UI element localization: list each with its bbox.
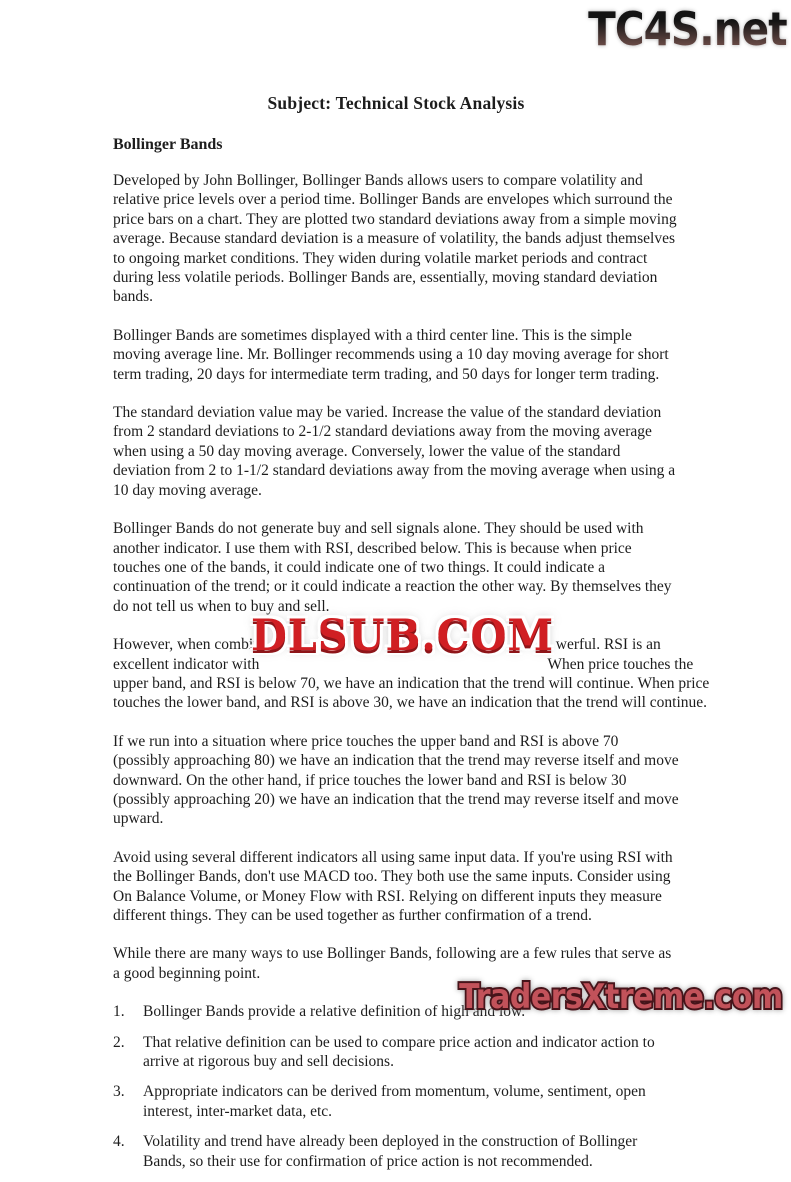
list-item [113,1082,679,1121]
page-title: Subject: Technical Stock Analysis [267,93,525,113]
paragraph: If we run into a situation where price touches the upper band and RSI is above 70 (possibly approaching 80) we have an indication that the trend may reverse itself and move downward. On the other hand, if price touches the lower band and RSI is below 30 (possibly approaching 20) we have an indication that the trend may reverse itself and move upward. [113,732,679,828]
list-item-number: 2. [113,1033,125,1051]
obscured-line: touches the lower band, and RSI is above 30, we have an indication that the trend will continue. [113,694,708,712]
text-fragment: However, when combine [113,636,268,654]
list-item [113,1132,679,1171]
obscured-gap [259,668,547,669]
list-item-text: Volatility and trend have already been deployed in the construction of Bollinger Bands, so their use for confirmation of price action is not recommended. [143,1133,638,1170]
section-heading: Bollinger Bands [113,136,223,153]
list-item [113,1033,679,1072]
paragraph: Bollinger Bands do not generate buy and sell signals alone. They should be used with another indicator. I use them with RSI, described below. This is because when price touches one of the bands, it could indicate one of two things. It could indicate a continuation of the trend; or it could indicate a reaction the other way. By themselves they do not tell us when to buy and sell. [113,520,672,615]
list-item-number: 4. [113,1133,125,1151]
list-item-number: 3. [113,1083,125,1101]
paragraph: Bollinger Bands are sometimes displayed with a third center line. This is the simple moving average line. Mr. Bollinger recommends using a 10 day moving average for short term trading, 20 days for intermediate term trading, and 50 days for longer term trading. [113,326,669,383]
text-fragment: excellent indicator with [113,655,260,673]
tradersxtreme-watermark: TradersXtreme.com [459,977,783,1017]
paragraph-obscured [113,611,710,713]
text-fragment: When price touches the [547,655,694,673]
text-fragment: werful. RSI is an [555,636,661,654]
obscured-line: upper band, and RSI is below 70, we have an indication that the trend will continue. When price [113,674,710,692]
list-item-number: 1. [113,1003,125,1021]
paragraph: Developed by John Bollinger, Bollinger Bands allows users to compare volatility and relative price levels over a period time. Bollinger Bands are envelopes which surround the price bars on a chart. They are plotted two standard deviations away from a simple moving average. Because standard deviation is a measure of volatility, the bands adjust themselves to ongoing market conditions. They widen during volatile market periods and contract during less volatile periods. Bollinger Bands are, essentially, moving standard deviation bands. [113,172,677,306]
numbered-list [113,1002,679,1171]
dlsub-watermark: DLSUB.COM [251,611,555,662]
paragraph: The standard deviation value may be varied. Increase the value of the standard deviation from 2 standard deviations to 2-1/2 standard deviations away from the moving average when using a 50 day moving average. Conversely, lower the value of the standard deviation from 2 to 1-1/2 standard deviations away from the moving average when using a 10 day moving average. [113,404,676,499]
paragraph: While there are many ways to use Bollinger Bands, following are a few rules that serve as a good beginning point. [113,945,672,982]
list-item-text: Appropriate indicators can be derived from momentum, volume, sentiment, open interest, inter-market data, etc. [143,1083,646,1120]
tc4s-watermark: TC4S.net [588,2,787,56]
list-item-text: Bollinger Bands provide a relative definition of high and low. [143,1003,526,1021]
list-item-text: That relative definition can be used to compare price action and indicator action to arrive at rigorous buy and sell decisions. [143,1033,655,1071]
paragraph: Avoid using several different indicators all using same input data. If you're using RSI with the Bollinger Bands, don't use MACD too. They both use the same inputs. Consider using On Balance Volume, or Money Flow with RSI. Relying on different inputs they measure different things. They can be used together as further confirmation of a trend. [113,848,673,924]
